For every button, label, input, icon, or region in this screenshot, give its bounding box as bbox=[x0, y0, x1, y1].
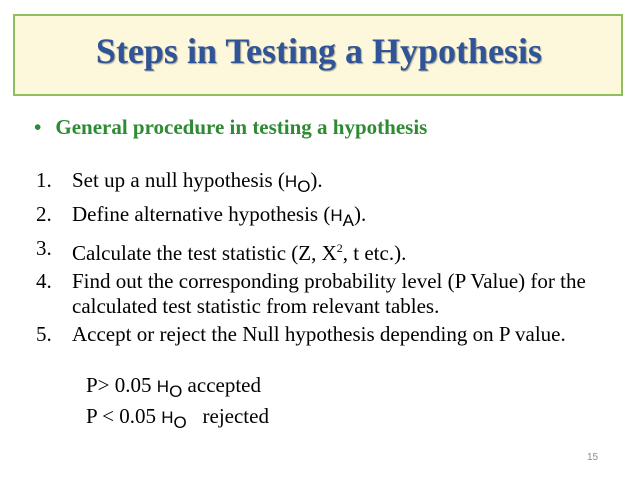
step-item bbox=[36, 168, 626, 199]
page-number: 15 bbox=[587, 452, 599, 463]
hypothesis-subscript: O bbox=[297, 177, 311, 197]
step-item bbox=[36, 269, 626, 319]
steps-list bbox=[36, 168, 626, 350]
slide-title: Steps in Testing a Hypothesis bbox=[95, 31, 543, 71]
step-number: 4. bbox=[36, 269, 52, 294]
step-text: Find out the corresponding probability level (P Value) for the calculated test statistic from relevant tables. bbox=[72, 269, 586, 319]
step-item bbox=[36, 322, 626, 347]
step-text-end: , t etc.). bbox=[342, 241, 407, 266]
step-number: 1. bbox=[36, 168, 52, 192]
bullet-heading bbox=[34, 115, 427, 140]
criterion-accepted bbox=[86, 373, 261, 402]
bullet-dot-icon: • bbox=[34, 115, 42, 139]
criterion-result: rejected bbox=[202, 404, 269, 428]
criterion-condition: P> 0.05 bbox=[86, 373, 152, 397]
hypothesis-subscript: A bbox=[342, 211, 354, 231]
step-text-end: ). bbox=[310, 168, 323, 192]
step-number: 3. bbox=[36, 236, 52, 261]
step-number: 2. bbox=[36, 202, 52, 227]
hypothesis-subscript: O bbox=[169, 382, 183, 402]
step-text: Set up a null hypothesis ( bbox=[72, 168, 285, 192]
step-text-end: ). bbox=[353, 202, 367, 227]
hypothesis-symbol: H bbox=[161, 408, 174, 427]
step-number: 5. bbox=[36, 322, 52, 347]
step-item bbox=[36, 202, 626, 233]
superscript: 2 bbox=[336, 241, 343, 256]
criterion-result: accepted bbox=[187, 373, 261, 397]
step-item bbox=[36, 236, 626, 266]
criterion-rejected bbox=[86, 404, 269, 433]
hypothesis-subscript: O bbox=[173, 413, 187, 433]
bullet-text: General procedure in testing a hypothesis bbox=[55, 115, 428, 139]
hypothesis-symbol: H bbox=[330, 206, 343, 226]
step-text: Accept or reject the Null hypothesis depending on P value. bbox=[72, 322, 566, 347]
step-text: Calculate the test statistic (Z, X bbox=[72, 241, 337, 266]
criterion-condition: P < 0.05 bbox=[86, 404, 156, 428]
step-text: Define alternative hypothesis ( bbox=[72, 202, 331, 227]
hypothesis-symbol: H bbox=[156, 377, 170, 396]
hypothesis-symbol: H bbox=[284, 172, 298, 191]
